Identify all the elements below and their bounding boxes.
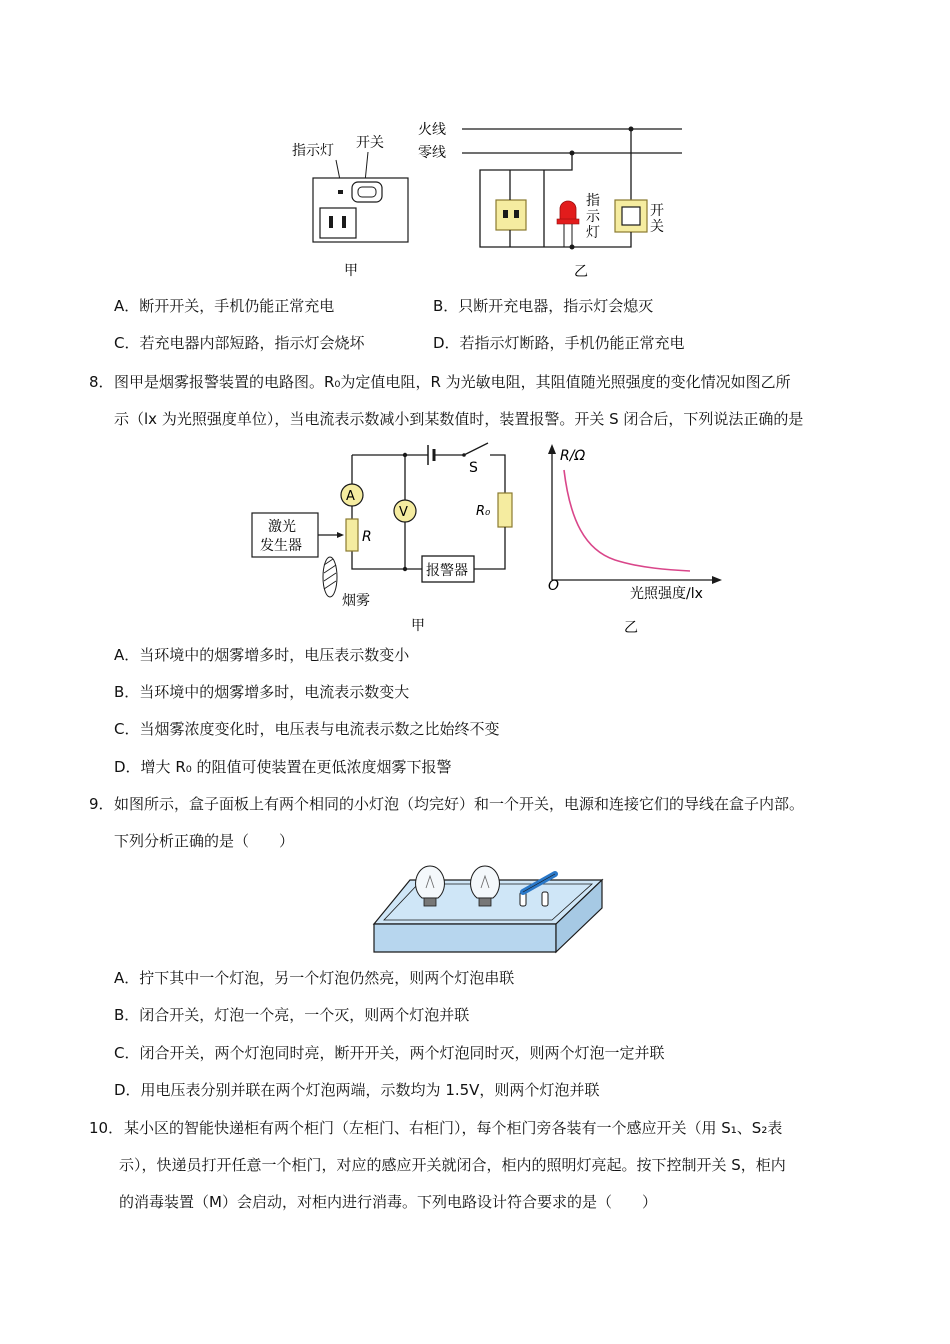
- caption-jia-8: 甲: [411, 618, 425, 634]
- q10-stem-line1: 某小区的智能快递柜有两个柜门（左柜门、右柜门），每个柜门旁各装有一个感应开关（用 S₁、S₂表: [124, 1119, 783, 1137]
- q9-option-d: D．用电压表分别并联在两个灯泡两端，示数均为 1.5V，则两个灯泡并联: [114, 1081, 600, 1099]
- resistor-r0: [498, 493, 512, 527]
- q9-stem-line2: 下列分析正确的是（ ）: [114, 832, 295, 850]
- q8-circuit-figure: [240, 435, 530, 635]
- outlet: [320, 208, 356, 238]
- laser-label-2: 发生器: [260, 538, 302, 554]
- q9-option-b: B．闭合开关，灯泡一个亮，一个灭，则两个灯泡并联: [114, 1006, 470, 1024]
- led-label-1: 指: [586, 193, 600, 209]
- ammeter-label: A: [346, 489, 355, 504]
- y-axis-label: R/Ω: [560, 448, 586, 464]
- q9-option-a: A．拧下其中一个灯泡，另一个灯泡仍然亮，则两个灯泡串联: [114, 969, 515, 987]
- switch-label-2: 关: [650, 219, 664, 235]
- r-vs-light-curve: [564, 470, 690, 571]
- switch-label: S: [469, 460, 478, 476]
- photoresistor-r: [346, 519, 358, 551]
- switch-label: 开关: [356, 135, 384, 151]
- switch-s: [464, 443, 488, 455]
- socket-box: [496, 200, 526, 230]
- q9-number: 9．: [89, 795, 114, 813]
- q7-option-a: A．断开开关，手机仍能正常充电: [114, 297, 335, 315]
- alarm-label: 报警器: [426, 563, 468, 579]
- r0-label: R₀: [476, 504, 491, 519]
- q8-option-d: D．增大 R₀ 的阻值可使装置在更低浓度烟雾下报警: [114, 758, 452, 776]
- q10-number: 10．: [89, 1119, 124, 1137]
- box-front: [374, 924, 556, 952]
- q9-box-figure: [370, 858, 610, 958]
- q9-stem-line1: 如图所示，盒子面板上有两个相同的小灯泡（均完好）和一个开关，电源和连接它们的导线在盒子内部。: [114, 795, 805, 813]
- q8-graph-figure: [540, 440, 730, 640]
- q8-option-c: C．当烟雾浓度变化时，电压表与电流表示数之比始终不变: [114, 720, 500, 738]
- q10-stem-line3: 的消毒装置（M）会启动，对柜内进行消毒。下列电路设计符合要求的是（ ）: [119, 1193, 657, 1211]
- origin-label: O: [548, 578, 560, 594]
- caption-jia: 甲: [344, 263, 358, 279]
- indicator-label: 指示灯: [292, 143, 334, 159]
- led-indicator: [560, 201, 576, 220]
- q7-figure-a: [280, 120, 420, 285]
- q7-figure-b: [410, 115, 690, 285]
- q7-option-b: B．只断开充电器，指示灯会熄灭: [433, 297, 654, 315]
- q8-option-a: A．当环境中的烟雾增多时，电压表示数变小: [114, 646, 410, 664]
- caption-yi-8: 乙: [624, 620, 638, 636]
- live-wire-label: 火线: [418, 122, 446, 138]
- neutral-wire-label: 零线: [418, 145, 446, 161]
- q8-number: 8．: [89, 373, 114, 391]
- smoke-label: 烟雾: [342, 593, 370, 609]
- caption-yi: 乙: [574, 264, 588, 280]
- q7-option-d: D．若指示灯断路，手机仍能正常充电: [433, 334, 685, 352]
- switch-label-1: 开: [650, 203, 664, 219]
- q8-stem-line1: 图甲是烟雾报警装置的电路图。R₀为定值电阻，R 为光敏电阻，其阻值随光照强度的变化情况如图乙所: [114, 373, 791, 391]
- q9-option-c: C．闭合开关，两个灯泡同时亮，断开开关，两个灯泡同时灭，则两个灯泡一定并联: [114, 1044, 665, 1062]
- x-axis-label: 光照强度/lx: [630, 586, 703, 602]
- indicator-dot: [338, 190, 343, 194]
- r-label: R: [362, 529, 372, 545]
- q8-stem-line2: 示（lx 为光照强度单位），当电流表示数减小到某数值时，装置报警。开关 S 闭合后，下列说法正确的是: [114, 410, 804, 428]
- voltmeter-label: V: [399, 505, 408, 520]
- q7-option-c: C．若充电器内部短路，指示灯会烧坏: [114, 334, 365, 352]
- q10-stem-line2: 示），快递员打开任意一个柜门，对应的感应开关就闭合，柜内的照明灯亮起。按下控制开关 S，柜内: [119, 1156, 786, 1174]
- led-label-3: 灯: [586, 225, 600, 241]
- laser-label-1: 激光: [268, 519, 296, 535]
- led-label-2: 示: [586, 209, 600, 225]
- q8-option-b: B．当环境中的烟雾增多时，电流表示数变大: [114, 683, 410, 701]
